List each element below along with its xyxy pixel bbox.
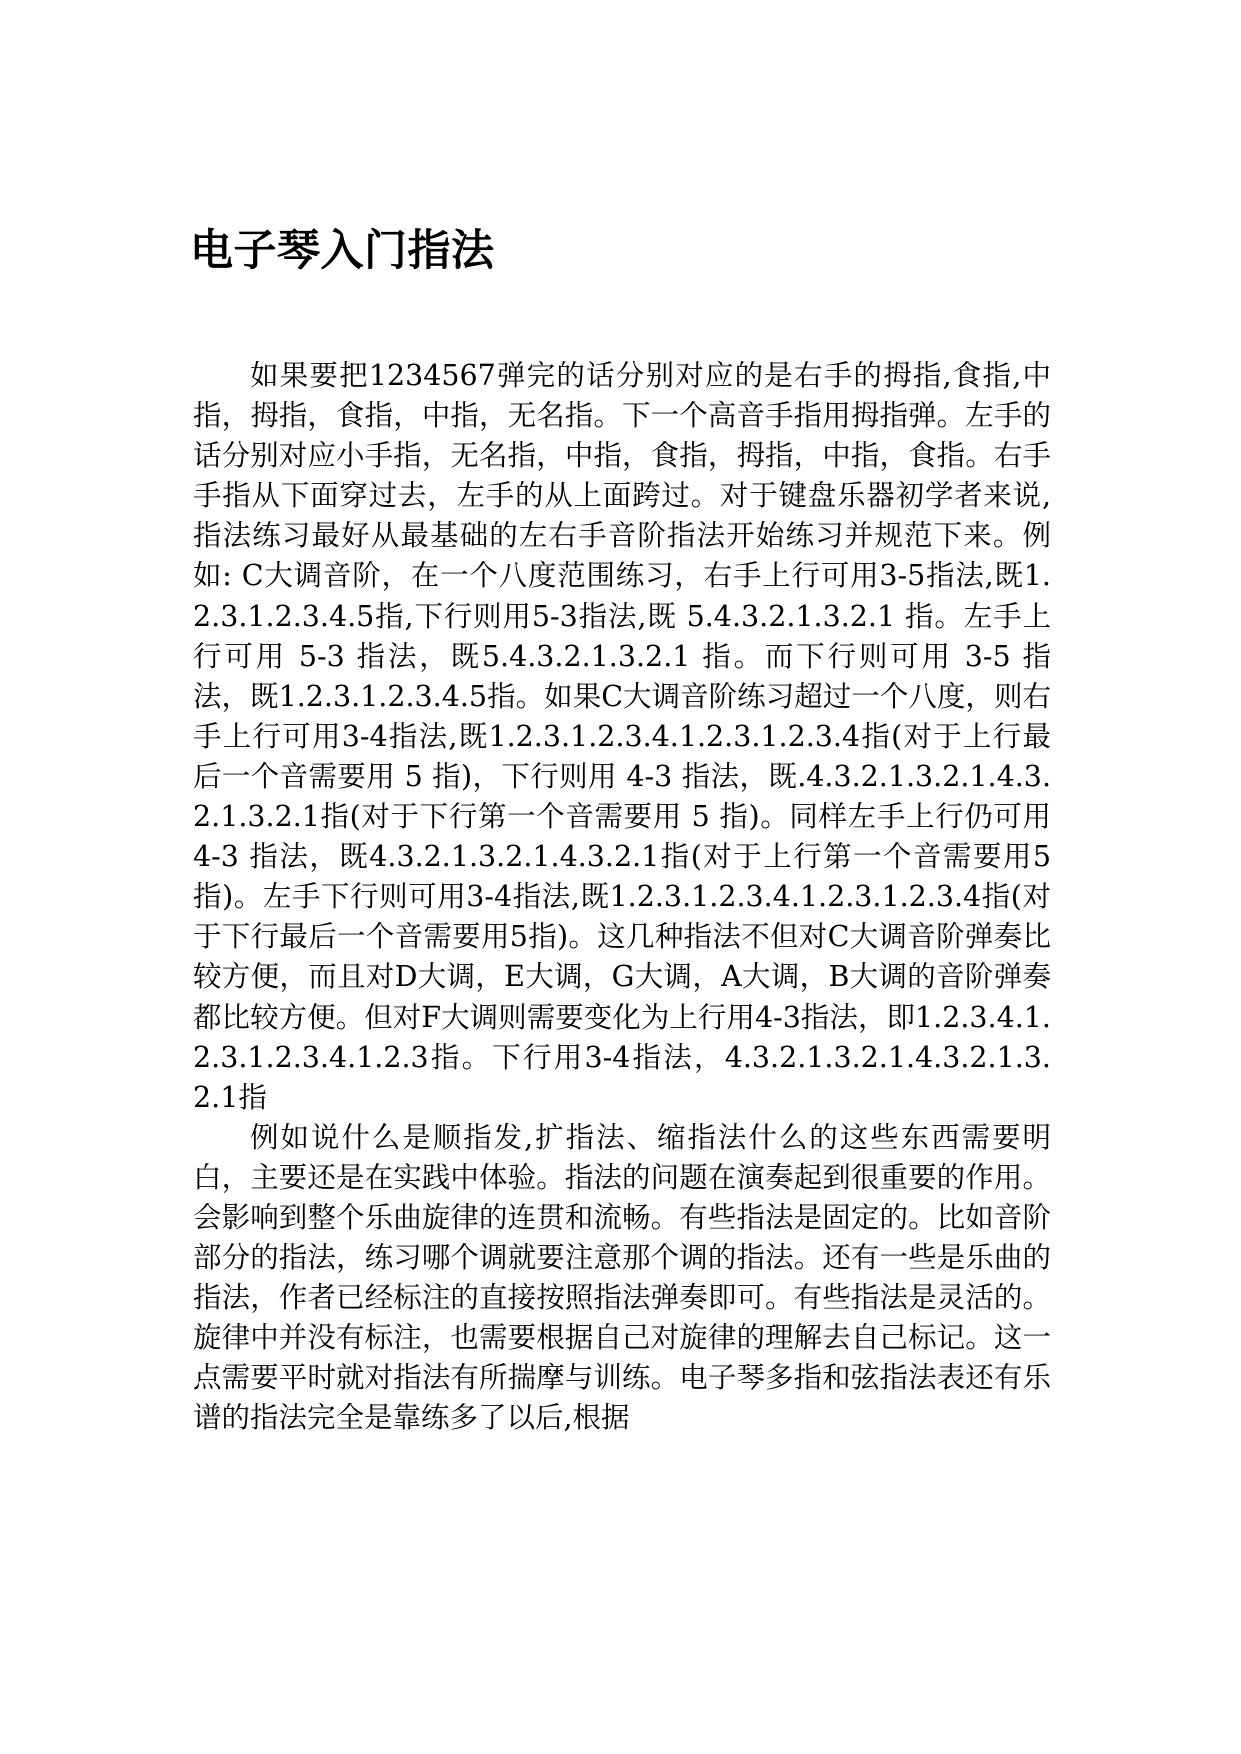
article-body (193, 356, 1051, 1439)
body-paragraph-fingering-practice: 例如说什么是顺指发,扩指法、缩指法什么的这些东西需要明白，主要还是在实践中体验。指法的问题在演奏起到很重要的作用。会影响到整个乐曲旋律的连贯和流畅。有些指法是固定的。比如音阶部分的指法，练习哪个调就要注意那个调的指法。还有一些是乐曲的指法，作者已经标注的直接按照指法弹奏即可。有些指法是灵活的。旋律中并没有标注，也需要根据自己对旋律的理解去自己标记。这一点需要平时就对指法有所揣摩与训练。电子琴多指和弦指法表还有乐谱的指法完全是靠练多了以后,根据 (193, 1120, 1051, 1435)
page-title: 电子琴入门指法 (190, 226, 495, 276)
body-paragraph-fingering-scales: 如果要把1234567弹完的话分别对应的是右手的拇指,食指,中指，拇指，食指，中指，无名指。下一个高音手指用拇指弹。左手的话分别对应小手指，无名指，中指，食指，拇指，中指，食指。右手手指从下面穿过去，左手的从上面跨过。对于键盘乐器初学者来说,指法练习最好从最基础的左右手音阶指法开始练习并规范下来。例如: C大调音阶，在一个八度范围练习，右手上行可用3-5指法,既1.2.3.1.2.3.4.5指,下行则用5-3指法,既 5.4.3.2.1.3.2.1 指。左手上行可用 5-3 指法，既5.4.3.2.1.3.2.1 指。而下行则可用 3-5 指法，既1.2.3.1.2.3.4.5指。如果C大调音阶练习超过一个八度，则右手上行可用3-4指法,既1.2.3.1.2.3.4.1.2.3.1.2.3.4指(对于上行最后一个音需要用 5 指)，下行则用 4-3 指法，既.4.3.2.1.3.2.1.4.3.2.1.3.2.1指(对于下行第一个音需要用 5 指)。同样左手上行仍可用 4-3 指法，既4.3.2.1.3.2.1.4.3.2.1指(对于上行第一个音需要用5指)。左手下行则可用3-4指法,既1.2.3.1.2.3.4.1.2.3.1.2.3.4指(对于下行最后一个音需要用5指)。这几种指法不但对C大调音阶弹奏比较方便，而且对D大调，E大调，G大调，A大调，B大调的音阶弹奏都比较方便。但对F大调则需要变化为上行用4-3指法，即1.2.3.4.1.2.3.1.2.3.4.1.2.3指。下行用3-4指法，4.3.2.1.3.2.1.4.3.2.1.3.2.1指 (193, 359, 1051, 1114)
